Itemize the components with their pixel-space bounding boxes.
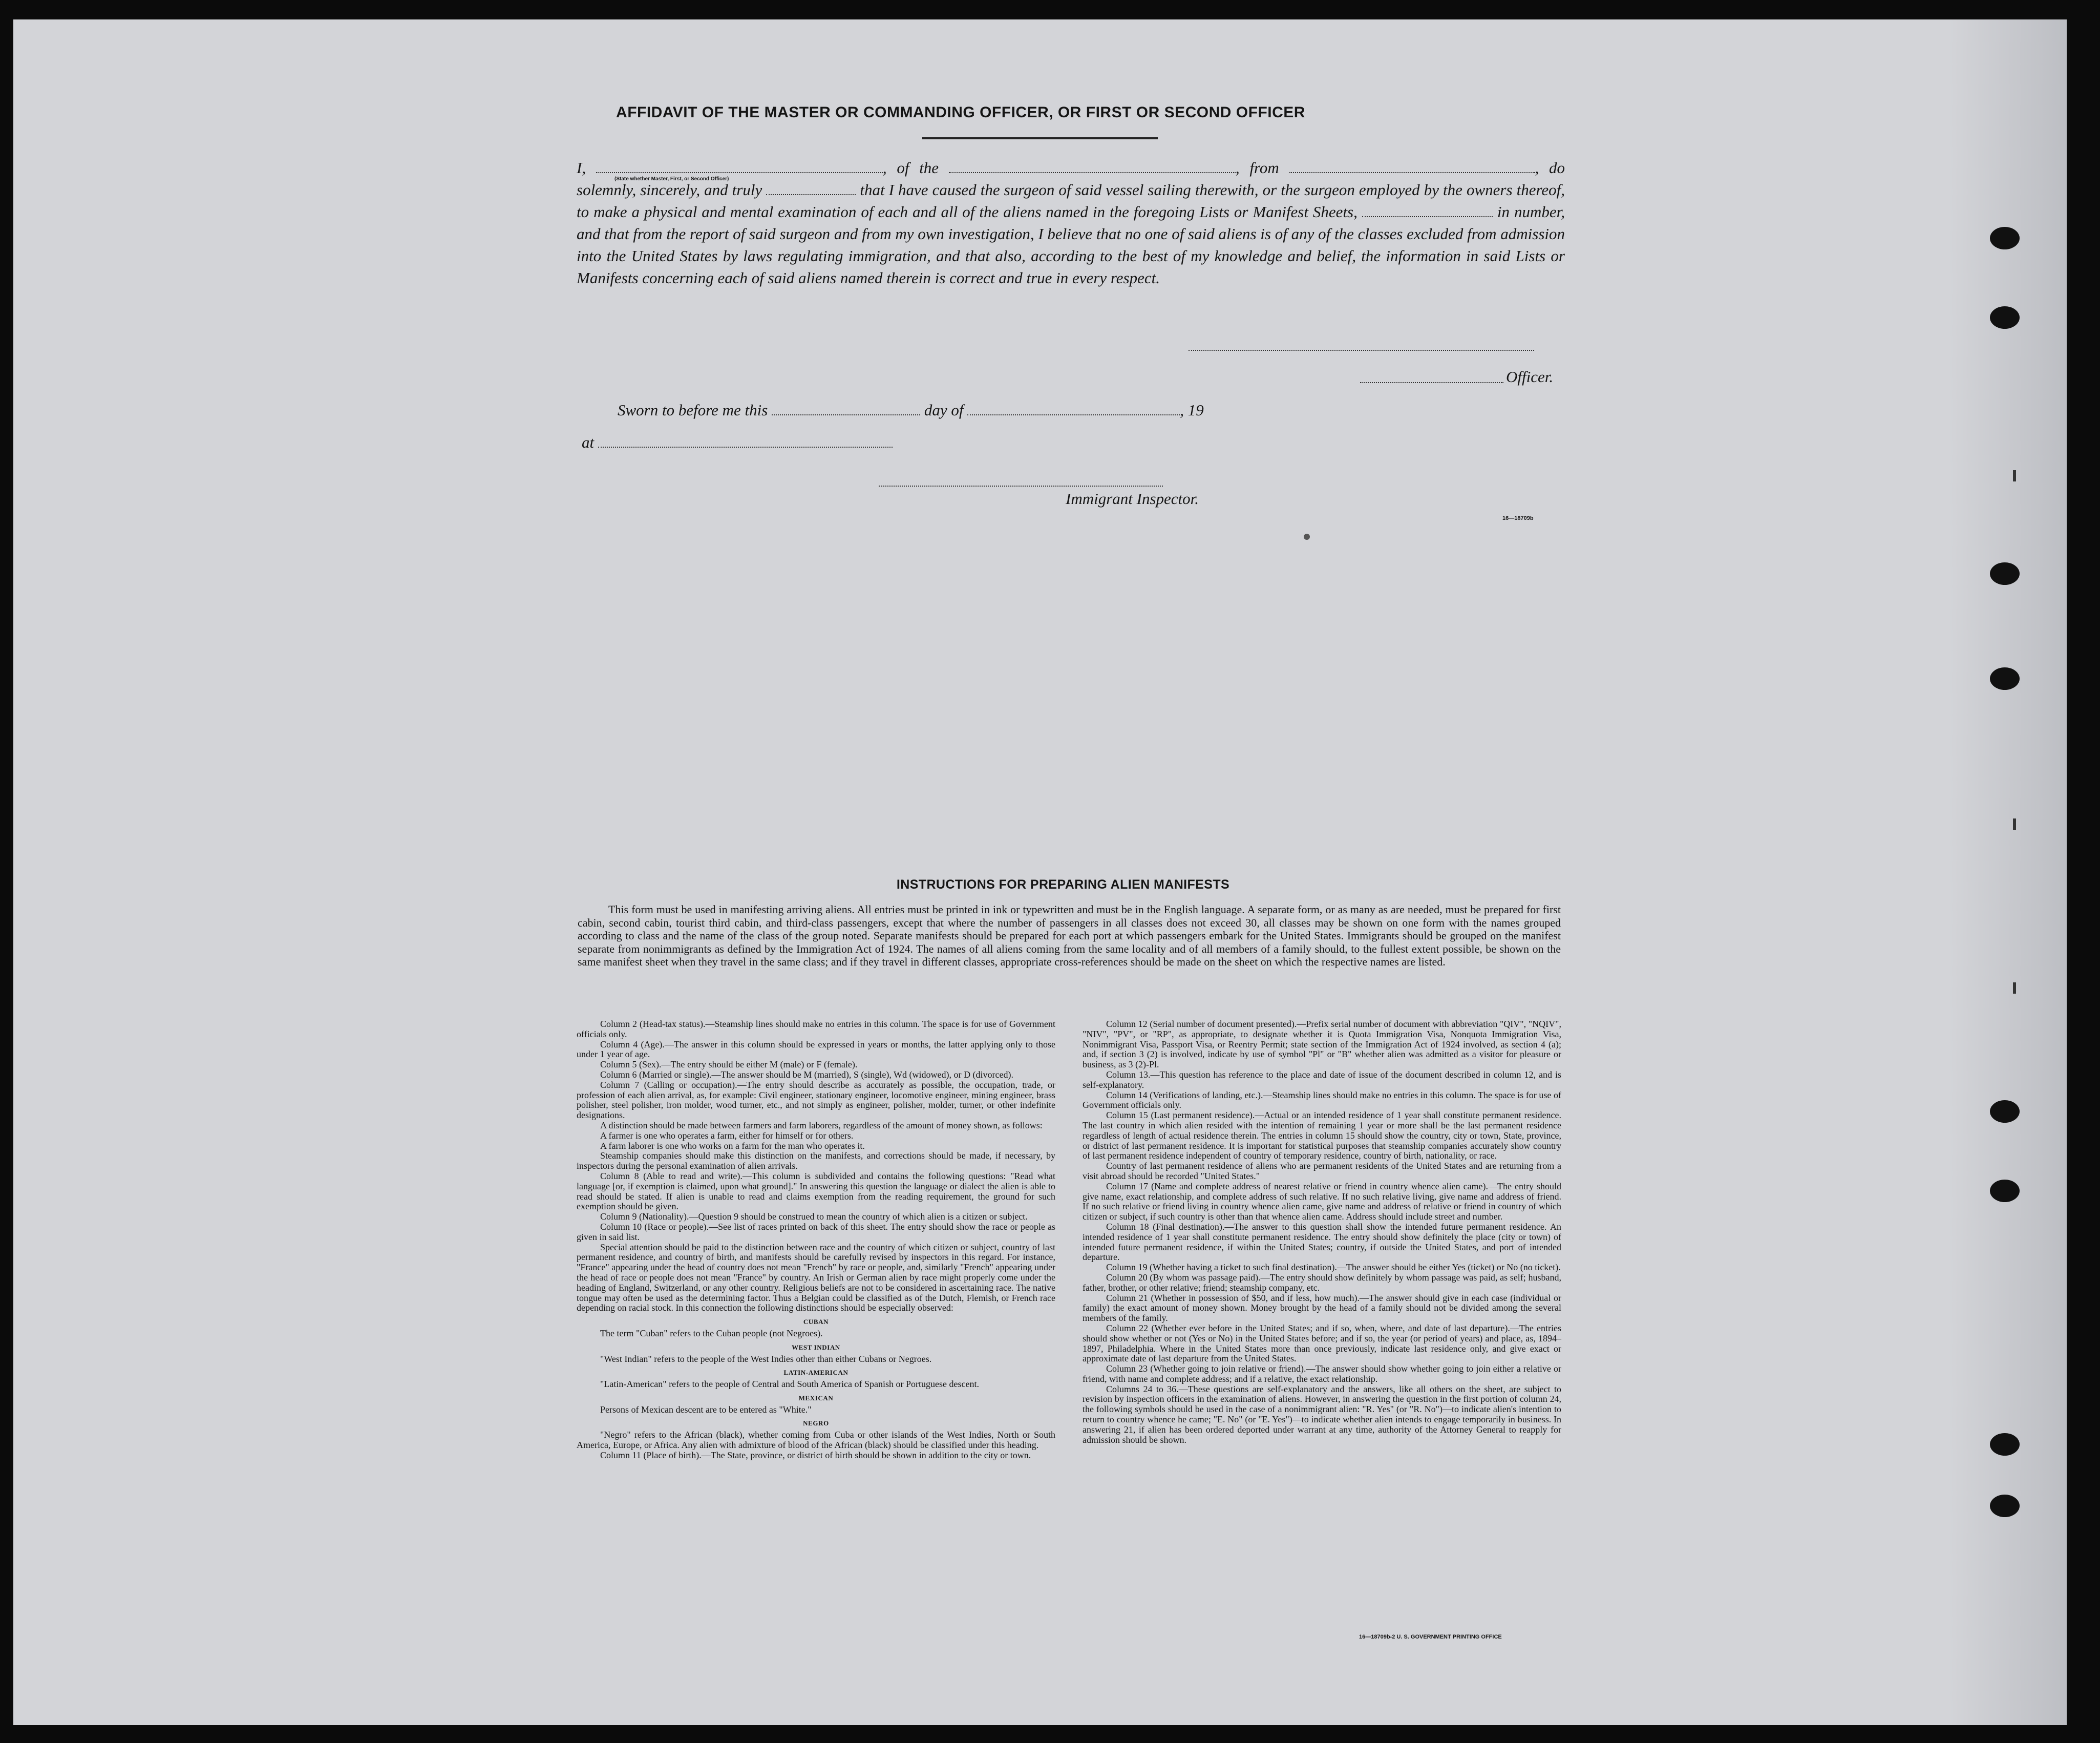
- day-of-label: day of: [924, 401, 964, 419]
- binder-hole: [1990, 667, 2020, 690]
- instruction-paragraph: Column 19 (Whether having a ticket to such final destination).—The answer should be either Yes (ticket) or No (no ticket).: [1106, 1262, 1561, 1273]
- race-heading-negro: NEGRO: [803, 1419, 829, 1427]
- surgeon-text: that I have caused the surgeon of said vessel sailing therewith, or the surgeon employed by the owners thereof, to make a physical and mental examination of each and all of the aliens named in the foregoing Lists or Manifest Sheets,: [577, 181, 1565, 221]
- instructions-intro: This form must be used in manifesting arriving aliens. All entries must be printed in ink or typewritten and must be in the English language. A separate form, or as many as are needed, must be prepared for first cabin, second cabin, tourist third cabin, and third-class passengers, except that where the number of passengers in all classes does not exceed 30, all classes may be shown on one form with the names grouped according to class and the name of the class of the group noted. Separate manifests should be prepared for each port at which passengers embark for the United States. Immigrants should be grouped on the manifest separate from nonimmigrants as defined by the Immigration Act of 1924. The names of all aliens coming from the same locality and of all members of a family should, to the fullest extent possible, be shown on the same manifest sheet when they travel in the same class; and if they travel in different classes, appropriate cross-references should be made on the sheet on which the respective names are listed.: [578, 903, 1561, 969]
- instructions-title: INSTRUCTIONS FOR PREPARING ALIEN MANIFESTS: [896, 877, 1230, 892]
- instruction-paragraph: Column 17 (Name and complete address of nearest relative or friend in country whence alien came).—The entry should give name, exact relationship, and complete address of such relative. If no such relative living, give name and address of friend. If no such relative or friend living in country whence alien came, give name and address of relative or friend in country of which citizen or subject, if such country is other than that whence alien came. Address should include street and number.: [1083, 1181, 1561, 1222]
- printing-office-footer: 16—18709b-2 U. S. GOVERNMENT PRINTING OFFICE: [1359, 1634, 1502, 1640]
- instruction-paragraph: "West Indian" refers to the people of the West Indies other than either Cubans or Negroes.: [600, 1353, 932, 1364]
- binder-hole: [1990, 562, 2020, 585]
- sworn-label: Sworn to before me this: [618, 401, 768, 419]
- document-sheet: [13, 19, 2067, 1725]
- vessel-name-blank[interactable]: [949, 161, 1236, 173]
- instruction-paragraph: "Negro" refers to the African (black), whether coming from Cuba or other islands of the West Indies, North or South America, Europe, or Africa. Any alien with admixture of blood of the African (black) should be classified under this heading.: [577, 1430, 1055, 1451]
- sheet-count-blank[interactable]: [1362, 205, 1493, 217]
- instruction-paragraph: Columns 24 to 36.—These questions are self-explanatory and the answers, like all others on the sheet, are subject to revision by inspection officers in the examination of aliens. However, in answering the question in the first portion of column 24, the following symbols should be used in the case of a nonimmigrant alien: "R. Yes" (or "R. No")—to indicate alien's intention to return to country whence he came; "E. No" (or "E. Yes")—to indicate whether alien intends to engage temporarily in business. In answering 21, if alien has been ordered deported under warrant at any time, authority of the Attorney General to reapply for admission should be shown.: [1083, 1383, 1561, 1445]
- place-line: [582, 433, 893, 452]
- instruction-paragraph: Country of last permanent residence of aliens who are permanent residents of the United States and are returning from a visit abroad should be recorded "United States.": [1083, 1161, 1561, 1181]
- sworn-month-blank[interactable]: [967, 403, 1180, 415]
- paper-edge-shadow: [1949, 19, 2067, 1725]
- officer-label: Officer.: [1506, 368, 1554, 386]
- from-label: , from: [1235, 159, 1279, 177]
- at-label: at: [582, 433, 595, 451]
- year-label: , 19: [1180, 401, 1204, 419]
- binder-hole: [1990, 1495, 2020, 1517]
- instruction-paragraph: Column 2 (Head-tax status).—Steamship lines should make no entries in this column. The space is for use of Government officials only.: [577, 1019, 1055, 1039]
- instructions-left-column: [577, 1019, 1055, 1461]
- i-label: I,: [577, 159, 586, 177]
- sworn-line: [618, 401, 1204, 419]
- rank-instruction-note: (State whether Master, First, or Second Officer): [614, 176, 729, 182]
- margin-mark: [2013, 470, 2016, 481]
- officer-signature-line[interactable]: [1360, 382, 1503, 383]
- instruction-paragraph: Persons of Mexican descent are to be entered as "White.": [600, 1404, 812, 1415]
- race-heading-mexican: MEXICAN: [798, 1394, 834, 1402]
- instruction-paragraph: The term "Cuban" refers to the Cuban people (not Negroes).: [600, 1328, 823, 1338]
- instruction-paragraph: Column 22 (Whether ever before in the United States; and if so, when, where, and date of last departure).—The entries should show whether or not (Yes or No) in the United States before; and if so, the year (or period of years) and place, as, 1894–1897, Philadelphia. Where in the United States more than once previously, indicate last residence only, and give exact or approximate date of last departure from the United States.: [1083, 1322, 1561, 1364]
- instructions-right-column: [1083, 1019, 1561, 1445]
- instruction-paragraph: Column 18 (Final destination).—The answer to this question shall show the intended future permanent residence. An intended residence of 1 year shall constitute permanent residence. The entry should show definitely the place (city or town) of intended future permanent residence, if within the United States; country, if outside the United States, and port of intended departure.: [1083, 1221, 1561, 1263]
- ink-speck: [1304, 534, 1310, 540]
- binder-hole: [1990, 1100, 2020, 1123]
- instruction-paragraph: A distinction should be made between farmers and farm laborers, regardless of the amount of money shown, as follows:: [600, 1120, 1043, 1130]
- instruction-paragraph: Column 10 (Race or people).—See list of races printed on back of this sheet. The entry should show the race or people as given in said list.: [577, 1221, 1055, 1242]
- affidavit-title: AFFIDAVIT OF THE MASTER OR COMMANDING OFFICER, OR FIRST OR SECOND OFFICER: [616, 104, 1305, 121]
- instruction-paragraph: Column 12 (Serial number of document presented).—Prefix serial number of document with abbreviation "QIV", "NQIV", "NIV", "PV", or "RP", as appropriate, to designate whether it is Quota Immigration Visa, Nonquota Immigration Visa, Nonimmigrant Visa, Passport Visa, or Reentry Permit; state section of the Immigration Act of 1924 involved, as section 4 (a); and, if section 3 (2) is involved, indicate by use of symbol "Pl" or "B" whether alien was admitted as a visitor for pleasure or business, as 3 (2)-Pl.: [1083, 1019, 1561, 1070]
- instruction-paragraph: Column 8 (Able to read and write).—This column is subdivided and contains the following questions: "Read what language [or, if exemption is claimed, upon what ground]." In answering this question the language or dialect the alien is able to read should be stated. If alien is unable to read and claims exemption from the reading requirement, the ground for such exemption should be given.: [577, 1170, 1055, 1212]
- margin-mark: [2013, 982, 2016, 994]
- instruction-paragraph: Column 5 (Sex).—The entry should be either M (male) or F (female).: [600, 1059, 858, 1070]
- signature-line[interactable]: [1189, 350, 1534, 351]
- instruction-paragraph: Column 15 (Last permanent residence).—Actual or an intended residence of 1 year shall constitute permanent residence. The last country in which alien resided with the intention of remaining 1 year or more shall be the last permanent residence regardless of length of actual residence therein. The entries in column 15 should show the country, city or town, State, province, or district of last permanent residence. It is important for statistical purposes that steamship companies accurately show country of last permanent residence independent of country of temporary residence, country of birth, nationality, or race.: [1083, 1110, 1561, 1161]
- form-number: 16—18709b: [1502, 515, 1534, 521]
- instruction-paragraph: Column 13.—This question has reference to the place and date of issue of the document described in column 12, and is self-explanatory.: [1083, 1069, 1561, 1090]
- sworn-day-blank[interactable]: [772, 403, 920, 415]
- binder-hole: [1990, 306, 2020, 329]
- instruction-paragraph: "Latin-American" refers to the people of Central and South America of Spanish or Portuguese descent.: [600, 1379, 979, 1390]
- instruction-paragraph: Steamship companies should make this distinction on the manifests, and corrections should be made, if necessary, by inspectors during the personal examination of alien arrivals.: [577, 1150, 1055, 1171]
- instruction-paragraph: Special attention should be paid to the distinction between race and the country of which citizen or subject, country of last permanent residence, and country of birth, and manifests should be carefully revised by inspectors in this regard. For instance, "France" appearing under the head of country does not mean "French" by race or people, and, similarly "French" appearing under the head of race or people does not mean "France" by country. An Irish or German alien by race might properly come under the heading of England, Switzerland, or any other country. Religious beliefs are not to be considered in ascertaining race. The native tongue may often be used as the determining factor. Thus a Belgian could be classified as of the Dutch, Flemish, or French race depending on racial stock. In this connection the following distinctions should be especially observed:: [577, 1242, 1055, 1313]
- binder-hole: [1990, 1433, 2020, 1456]
- officer-rank-blank[interactable]: [596, 161, 883, 173]
- solemnly-text: solemnly, sincerely, and truly: [577, 181, 762, 199]
- binder-hole: [1990, 1180, 2020, 1202]
- instruction-paragraph: Column 21 (Whether in possession of $50, and if less, how much).—The answer should give in each case (individual or family) the exact amount of money shown. Money brought by the head of a family should not be divided among the several members of the family.: [1083, 1292, 1561, 1324]
- race-heading-cuban: CUBAN: [803, 1318, 829, 1326]
- instruction-paragraph: Column 11 (Place of birth).—The State, province, or district of birth should be shown in addition to the city or town.: [600, 1450, 1031, 1460]
- place-blank[interactable]: [598, 435, 893, 448]
- instruction-paragraph: A farm laborer is one who works on a farm for the man who operates it.: [600, 1140, 865, 1151]
- instruction-paragraph: Column 9 (Nationality).—Question 9 should be construed to mean the country of which alien is a citizen or subject.: [600, 1211, 1028, 1222]
- instruction-paragraph: A farmer is one who operates a farm, either for himself or for others.: [600, 1130, 854, 1141]
- of-the-label: , of the: [882, 159, 939, 177]
- instruction-paragraph: Column 23 (Whether going to join relative or friend).—The answer should show whether going to join either a relative or friend, with name and complete address; and if a relative, the exact relationship.: [1083, 1363, 1561, 1384]
- inspector-signature-line[interactable]: [879, 486, 1163, 487]
- belief-text: in number, and that from the report of said surgeon and from my own investigation, I believe that no one of said aliens is of any of the classes excluded from admission into the United States by laws regulating immigration, and that also, according to the best of my knowledge and belief, the information in said Lists or Manifests concerning each of said aliens named therein is correct and true in every respect.: [577, 203, 1565, 287]
- do-label: , do: [1535, 159, 1565, 177]
- inspector-label: Immigrant Inspector.: [1066, 490, 1199, 508]
- binder-hole: [1990, 227, 2020, 249]
- margin-mark: [2013, 818, 2016, 830]
- instruction-paragraph: Column 14 (Verifications of landing, etc.).—Steamship lines should make no entries in this column. The space is for use of Government officials only.: [1083, 1089, 1561, 1110]
- instruction-paragraph: Column 6 (Married or single).—The answer should be M (married), S (single), Wd (widowed), or D (divorced).: [600, 1069, 1013, 1080]
- race-heading-west-indian: WEST INDIAN: [792, 1343, 840, 1351]
- instruction-paragraph: Column 7 (Calling or occupation).—The entry should describe as accurately as possible, the occupation, trade, or profession of each alien arrival, as, for example: Civil engineer, stationary engineer, locomotive engineer, mining engineer, brass polisher, steel polisher, iron molder, wood turner, etc., and not simply as engineer, polisher, molder, turner, or other indefinite designations.: [577, 1079, 1055, 1121]
- instruction-paragraph: Column 20 (By whom was passage paid).—The entry should show definitely by whom passage was paid, as self; husband, father, brother, or other relative; friend; steamship company, etc.: [1083, 1272, 1561, 1293]
- departure-port-blank[interactable]: [1289, 161, 1535, 173]
- oath-blank[interactable]: [766, 183, 856, 195]
- title-underline: [922, 137, 1158, 139]
- instruction-paragraph: Column 4 (Age).—The answer in this column should be expressed in years or months, the latter applying only to those under 1 year of age.: [577, 1039, 1055, 1060]
- race-heading-latin-american: LATIN-AMERICAN: [783, 1369, 849, 1377]
